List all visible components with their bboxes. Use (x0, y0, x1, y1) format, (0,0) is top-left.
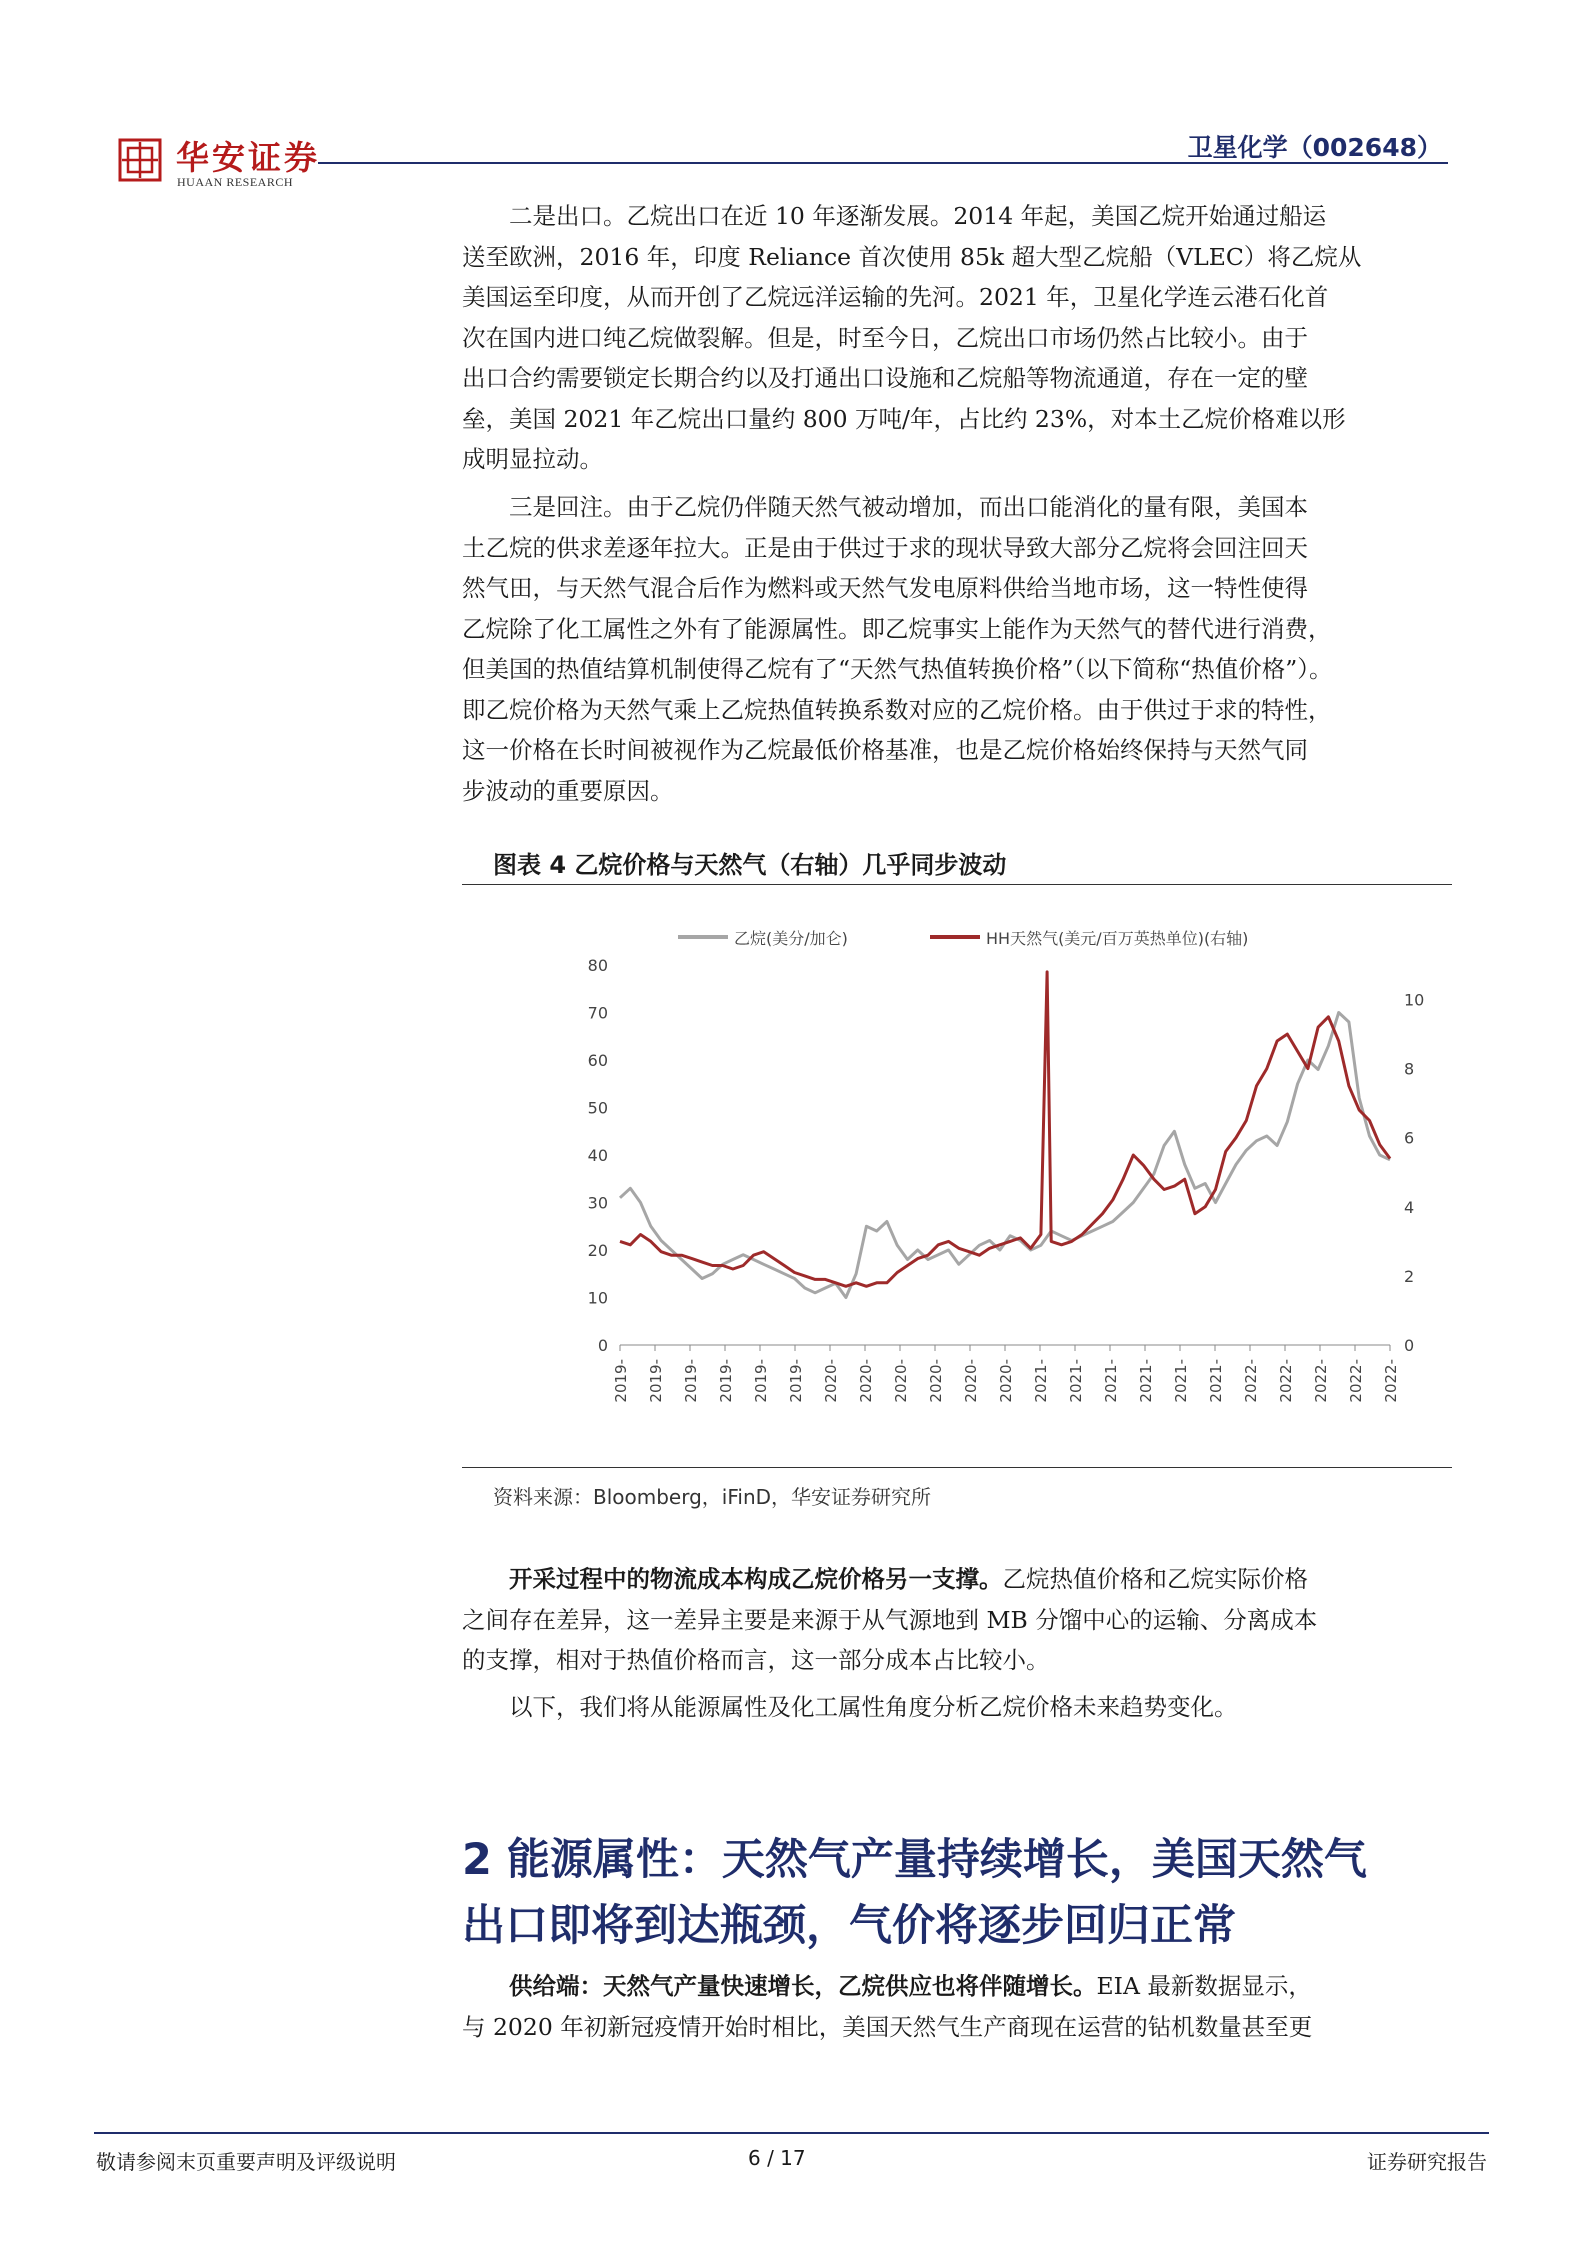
lead-sentence: 开采过程中的物流成本构成乙烷价格另一支撑。 (509, 1565, 1003, 1593)
x-tick-label: 2019- (682, 1359, 700, 1403)
text-fragment: 乙烷热值价格和乙烷实际价格 (1002, 1565, 1308, 1593)
y-left-tick-label: 50 (587, 1098, 608, 1118)
text-line: 以下，我们将从能源属性及化工属性角度分析乙烷价格未来趋势变化。 (509, 1693, 1238, 1721)
x-tick-label: 2021- (1067, 1359, 1085, 1403)
text-line: 步波动的重要原因。 (462, 776, 674, 805)
text-line: 成明显拉动。 (462, 445, 603, 473)
legend-label-hh-gas: HH天然气(美元/百万英热单位)(右轴) (986, 929, 1249, 948)
text-line: 美国运至印度，从而开创了乙烷远洋运输的先河。2021 年，卫星化学连云港石化首 (462, 283, 1329, 311)
text-line: 但美国的热值结算机制使得乙烷有了“天然气热值转换价格”（以下简称“热值价格”）。 (462, 655, 1333, 683)
y-left-tick-label: 40 (587, 1146, 608, 1165)
page-number: 6 / 17 (748, 2146, 806, 2170)
header-divider (318, 162, 1448, 164)
text-line: 乙烷除了化工属性之外有了能源属性。即乙烷事实上能作为天然气的替代进行消费， (462, 614, 1332, 643)
series-line-ethane (620, 1013, 1390, 1298)
text-fragment: EIA 最新数据显示， (1096, 1972, 1312, 2000)
paragraph-export (462, 196, 1444, 480)
x-tick-label: 2019- (787, 1359, 805, 1403)
x-tick-label: 2019- (647, 1359, 665, 1403)
lead-sentence: 供给端：天然气产量快速增长，乙烷供应也将伴随增长。 (509, 1972, 1097, 2000)
footer-disclaimer: 敬请参阅末页重要声明及评级说明 (96, 2150, 396, 2174)
text-line: 之间存在差异，这一差异主要是来源于从气源地到 MB 分馏中心的运输、分离成本 (462, 1605, 1318, 1634)
paragraph-logistics (462, 1559, 1444, 1681)
figure-bottom-rule (462, 1467, 1452, 1468)
x-tick-label: 2021- (1032, 1359, 1050, 1403)
y-right-tick-label: 8 (1404, 1059, 1415, 1079)
footer-divider (94, 2132, 1489, 2134)
y-left-tick-label: 30 (587, 1193, 608, 1213)
y-right-tick-label: 2 (1404, 1266, 1415, 1286)
section-heading (462, 1827, 1462, 1959)
x-tick-label: 2022- (1242, 1359, 1260, 1403)
text-line (462, 1559, 1444, 1600)
company-logo-icon (118, 138, 162, 182)
text-line: 即乙烷价格为天然气乘上乙烷热值转换系数对应的乙烷价格。由于供过于求的特性， (462, 695, 1332, 724)
x-tick-label: 2019- (717, 1359, 735, 1403)
chart-axes (588, 956, 1425, 1403)
y-left-tick-label: 10 (587, 1288, 608, 1308)
brand-name-cn: 华安证券 (176, 138, 320, 177)
legend-label-ethane: 乙烷(美分/加仑) (734, 929, 848, 948)
x-tick-label: 2021- (1137, 1359, 1155, 1403)
text-line: 的支撑，相对于热值价格而言，这一部分成本占比较小。 (462, 1646, 1050, 1674)
x-tick-label: 2020- (892, 1359, 910, 1403)
section-heading-line: 出口即将到达瓶颈，气价将逐步回归正常 (462, 1901, 1236, 1951)
figure-caption: 图表 4 乙烷价格与天然气（右轴）几乎同步波动 (493, 851, 1007, 879)
series-line-hh-gas (620, 972, 1390, 1286)
figure-top-rule (462, 884, 1452, 885)
x-tick-label: 2019- (612, 1359, 630, 1403)
x-tick-label: 2021- (1172, 1359, 1190, 1403)
y-left-tick-label: 80 (587, 956, 608, 975)
text-line: 三是回注。由于乙烷仍伴随天然气被动增加，而出口能消化的量有限，美国本 (509, 493, 1308, 521)
figure-source: 资料来源：Bloomberg，iFinD，华安证券研究所 (493, 1485, 932, 1509)
text-line (462, 1966, 1444, 2007)
text-line: 送至欧洲，2016 年，印度 Reliance 首次使用 85k 超大型乙烷船（VLEC）将乙烷从 (462, 242, 1362, 271)
x-tick-label: 2021- (1102, 1359, 1120, 1403)
y-right-tick-label: 6 (1404, 1128, 1415, 1148)
y-left-tick-label: 60 (587, 1051, 608, 1070)
paragraph-reinjection (462, 487, 1444, 811)
chart-series (620, 972, 1390, 1298)
x-tick-label: 2022- (1277, 1359, 1295, 1403)
text-line: 这一价格在长时间被视作为乙烷最低价格基准，也是乙烷价格始终保持与天然气同 (462, 736, 1308, 764)
paragraph-outlook (462, 1687, 1444, 1728)
x-tick-label: 2022- (1382, 1359, 1400, 1403)
text-line: 然气田，与天然气混合后作为燃料或天然气发电原料供给当地市场，这一特性使得 (462, 574, 1308, 602)
paragraph-supply (462, 1966, 1444, 2047)
y-right-tick-label: 0 (1404, 1336, 1415, 1355)
x-tick-label: 2020- (997, 1359, 1015, 1403)
text-line: 出口合约需要锁定长期合约以及打通出口设施和乙烷船等物流通道，存在一定的壁 (462, 364, 1308, 392)
y-left-tick-label: 0 (597, 1336, 608, 1355)
y-right-tick-label: 10 (1404, 990, 1425, 1010)
x-tick-label: 2020- (927, 1359, 945, 1403)
x-tick-label: 2020- (857, 1359, 875, 1403)
y-left-tick-label: 70 (587, 1003, 608, 1023)
y-right-tick-label: 4 (1404, 1197, 1415, 1217)
text-line: 土乙烷的供求差逐年拉大。正是由于供过于求的现状导致大部分乙烷将会回注回天 (462, 533, 1308, 562)
text-line: 与 2020 年初新冠疫情开始时相比，美国天然气生产商现在运营的钻机数量甚至更 (462, 2012, 1313, 2041)
x-tick-label: 2022- (1347, 1359, 1365, 1403)
text-line: 次在国内进口纯乙烷做裂解。但是，时至今日，乙烷出口市场仍然占比较小。由于 (462, 323, 1308, 352)
footer-doc-type: 证券研究报告 (1367, 2150, 1487, 2174)
x-tick-label: 2020- (822, 1359, 840, 1403)
chart-legend (678, 929, 1248, 948)
x-tick-label: 2020- (962, 1359, 980, 1403)
x-tick-label: 2019- (752, 1359, 770, 1403)
x-tick-label: 2022- (1312, 1359, 1330, 1403)
x-tick-label: 2021- (1207, 1359, 1225, 1403)
section-heading-line: 2 能源属性：天然气产量持续增长，美国天然气 (462, 1835, 1367, 1885)
ethane-gas-price-chart (560, 905, 1425, 1455)
brand-name-en: HUAAN RESEARCH (177, 175, 294, 189)
report-title: 卫星化学（002648） (1187, 133, 1442, 162)
text-line: 垒，美国 2021 年乙烷出口量约 800 万吨/年，占比约 23%，对本土乙烷价格难以形 (462, 404, 1346, 433)
text-line: 二是出口。乙烷出口在近 10 年逐渐发展。2014 年起，美国乙烷开始通过船运 (509, 202, 1327, 230)
y-left-tick-label: 20 (587, 1241, 608, 1260)
